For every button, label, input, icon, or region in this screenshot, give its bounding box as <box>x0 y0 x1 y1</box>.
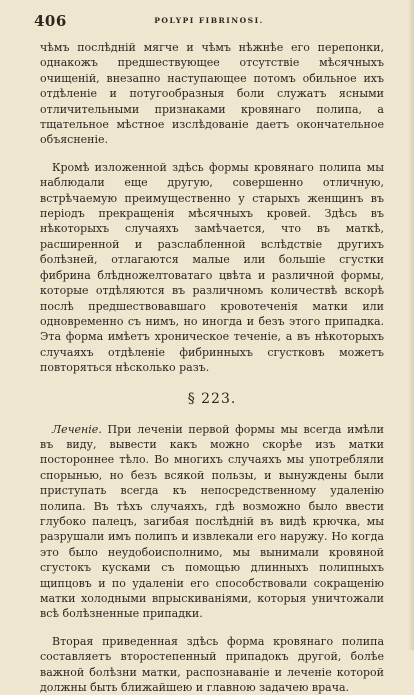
paragraph-second-form: Кромѣ изложенной здѣсь формы кровянаго полипа мы наблюдали еще другую, совершенно отличную, встрѣчаемую преимущественно у старыхъ женщинъ въ періодъ прекращенія мѣсячныхъ кровей. Здѣсь въ нѣкоторыхъ случаяхъ замѣчается, что въ маткѣ, расширенной и разслабленной вслѣдствіе другихъ болѣзней, отлагаются малые или большіе сгустки фибрина блѣдножелтоватаго цвѣта и различной формы, которые отдѣляются въ различномъ количествѣ вскорѣ послѣ предшествовавшаго кровотеченія матки или одновременно съ нимъ, но иногда и безъ этого припадка. Эта форма имѣетъ хроническое теченіе, а въ нѣкоторыхъ случаяхъ отдѣленіе фибринныхъ сгустковъ можетъ повторяться нѣсколько разъ. <box>40 160 384 375</box>
paragraph-lead-word: Леченіе. <box>52 422 102 436</box>
section-heading: § 223. <box>187 390 237 407</box>
paragraph-continued: чѣмъ послѣдній мягче и чѣмъ нѣжнѣе его перепонки, однакожъ предшествующее отсутствіе мѣсячныхъ очищеній, внезапно наступающее потомъ обильное ихъ отдѣленіе и потугообразныя боли служатъ ясными отличительными признаками кровянаго полипа, а тщательное мѣстное изслѣдованіе даетъ окончательное объясненіе. <box>40 41 384 147</box>
paragraph-treatment-text: При леченіи первой формы мы всегда имѣли въ виду, вывести какъ можно скорѣе изъ матки постороннее тѣло. Во многихъ случаяхъ мы употребляли спорынью, но безъ всякой пользы, и вынуждены были приступать всегда къ непосредственному удаленію полипа. Въ тѣхъ случаяхъ, гдѣ возможно было ввести глубоко палецъ, загибая послѣдній въ видѣ крючка, мы разрушали имъ полипъ и извлекали его наружу. Но когда это было неудобоисполнимо, мы вынимали кровяной сгустокъ кусками съ помощью длинныхъ полипныхъ щипцовъ и по удаленіи его способствовали сокращенію матки холодными впрыскиваніями, которыя уничтожали всѣ болѣзненные припадки. <box>40 422 384 621</box>
paragraph-treatment <box>40 422 384 622</box>
page-edge-shadow <box>408 0 414 650</box>
running-header <box>34 12 384 32</box>
paragraph-closing: Вторая приведенная здѣсь форма кровянаго полипа составляетъ второстепенный припадокъ другой, болѣе важной болѣзни матки, распознаваніе и леченіе которой должны быть ближайшею и главною задачею врача. <box>40 634 384 695</box>
running-title: POLYPI FIBRINOSI. <box>154 16 264 25</box>
page-number: 406 <box>34 12 67 30</box>
body-text <box>40 40 384 695</box>
